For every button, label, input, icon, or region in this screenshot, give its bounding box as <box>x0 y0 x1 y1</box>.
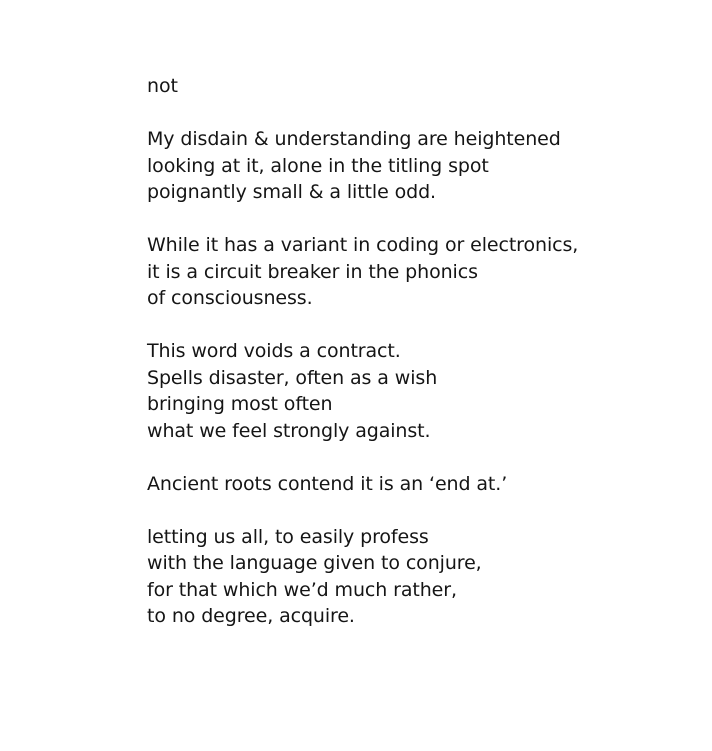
poem-line: Ancient roots contend it is an ‘end at.’ <box>147 472 508 495</box>
poem-line: for that which we’d much rather, <box>147 578 457 601</box>
poem-line: it is a circuit breaker in the phonics <box>147 260 478 283</box>
stanza-4 <box>147 471 578 498</box>
stanza-3 <box>147 338 578 444</box>
poem-line: looking at it, alone in the titling spot <box>147 154 489 177</box>
stanza-5 <box>147 524 578 630</box>
poem-line: My disdain & understanding are heightened <box>147 128 561 150</box>
poem <box>147 73 578 656</box>
poem-line: of consciousness. <box>147 287 313 309</box>
poem-line: poignantly small & a little odd. <box>147 181 436 203</box>
stanza-1 <box>147 126 578 206</box>
poem-line: with the language given to conjure, <box>147 552 482 574</box>
poem-line: letting us all, to easily profess <box>147 525 429 548</box>
poem-line: Spells disaster, often as a wish <box>147 366 438 389</box>
poem-title: not <box>147 75 178 97</box>
stanza-2 <box>147 232 578 312</box>
poem-line: This word voids a contract. <box>147 340 401 362</box>
poem-line: bringing most often <box>147 393 333 415</box>
poem-line: While it has a variant in coding or electronics, <box>147 234 579 256</box>
poem-line: what we feel strongly against. <box>147 419 431 442</box>
poem-line: to no degree, acquire. <box>147 605 355 627</box>
